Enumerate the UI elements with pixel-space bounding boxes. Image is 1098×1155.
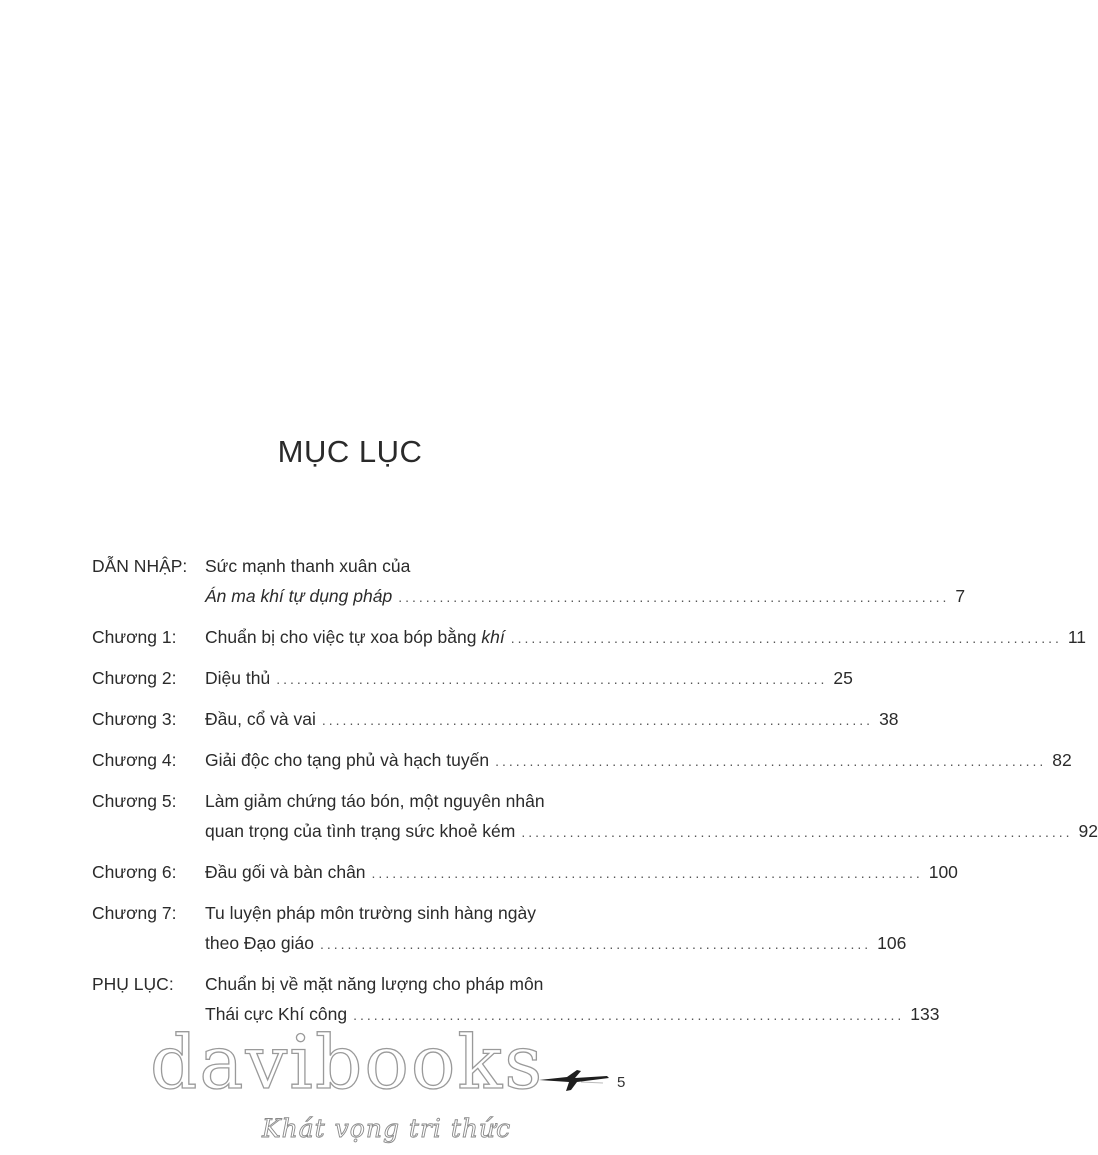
toc-entry-page: 100	[928, 862, 958, 882]
toc-entry-title-line	[205, 586, 966, 614]
bird-ornament-icon	[537, 1064, 613, 1096]
toc-entry-title: Chuẩn bị về mặt năng lượng cho pháp môn	[205, 974, 544, 994]
toc-entry-page: 7	[955, 586, 966, 606]
toc-entry-label: Chương 1:	[92, 627, 177, 647]
toc-entry-title	[205, 586, 392, 607]
toc-entry-title-line	[205, 903, 623, 931]
toc-entry-title-text: Chuẩn bị cho việc tự xoa bóp bằng	[205, 627, 482, 647]
toc-entry-title: Diệu thủ	[205, 668, 271, 688]
toc-entry-label: Chương 3:	[92, 709, 177, 729]
dot-leader: ................................................................................	[521, 824, 1073, 840]
dot-leader: ................................................................................	[371, 865, 923, 881]
toc-entry-page: 11	[1067, 627, 1087, 647]
toc-entry-label: Chương 5:	[92, 791, 177, 811]
toc-entry-title-line	[205, 862, 958, 890]
toc-entry-title-line	[205, 974, 623, 1002]
toc-entry-title-italic: Án ma khí tự dụng pháp	[205, 586, 393, 606]
toc-entry-label: Chương 4:	[92, 750, 177, 770]
toc-entry-label: Chương 7:	[92, 903, 177, 923]
toc-entry-title-line	[205, 821, 1098, 849]
toc-entry-label: Chương 6:	[92, 862, 177, 882]
watermark-logo-text: davibooks	[150, 1020, 545, 1106]
toc-entry-title: Đầu gối và bàn chân	[205, 862, 366, 882]
toc-entry-title: Tu luyện pháp môn trường sinh hàng ngày	[205, 903, 536, 923]
toc-entry-label: DẪN NHẬP:	[92, 556, 188, 576]
toc-entry-title: Làm giảm chứng táo bón, một nguyên nhân	[205, 791, 545, 811]
toc-entry-page: 106	[877, 933, 907, 953]
toc-entry-title-line	[205, 668, 853, 696]
toc-entry-title-line	[205, 627, 1087, 655]
toc-entry-page: 92	[1078, 821, 1098, 841]
toc-entry-title: Đầu, cổ và vai	[205, 709, 316, 729]
toc-entry-title	[205, 627, 505, 648]
toc-entry-title: Giải độc cho tạng phủ và hạch tuyến	[205, 750, 490, 770]
toc-entry-title-line	[205, 750, 1072, 778]
toc-entry-title-line	[205, 709, 899, 737]
page-title: MỤC LỤC	[277, 434, 423, 469]
toc-entry-title: Sức mạnh thanh xuân của	[205, 556, 411, 576]
dot-leader: ................................................................................	[495, 753, 1047, 769]
toc-entry-page: 25	[833, 668, 853, 688]
watermark-tagline: Khát vọng tri thức	[262, 1114, 512, 1143]
toc-entry-title-italic: khí	[481, 627, 505, 647]
dot-leader: ................................................................................	[353, 1007, 905, 1023]
toc-entry-label: Chương 2:	[92, 668, 177, 688]
dot-leader: ................................................................................	[276, 671, 828, 687]
dot-leader: ................................................................................	[321, 712, 874, 728]
toc-entry-title-line	[205, 791, 623, 819]
toc-entry-title: quan trọng của tình trạng sức khoẻ kém	[205, 821, 516, 841]
dot-leader: ................................................................................	[319, 936, 872, 952]
dot-leader: ................................................................................	[510, 630, 1062, 646]
toc-entry-title: Thái cực Khí công	[205, 1004, 348, 1024]
dot-leader: ................................................................................	[398, 589, 950, 605]
toc-entry-page: 38	[879, 709, 899, 729]
toc-entry-label: PHỤ LỤC:	[92, 974, 174, 994]
toc-entry-page: 82	[1052, 750, 1072, 770]
toc-entry-title-line	[205, 933, 907, 961]
page-number: 5	[617, 1074, 626, 1091]
toc-entry-title-line	[205, 556, 623, 584]
toc-entry-page: 133	[910, 1004, 940, 1024]
toc-entry-title: theo Đạo giáo	[205, 933, 314, 953]
